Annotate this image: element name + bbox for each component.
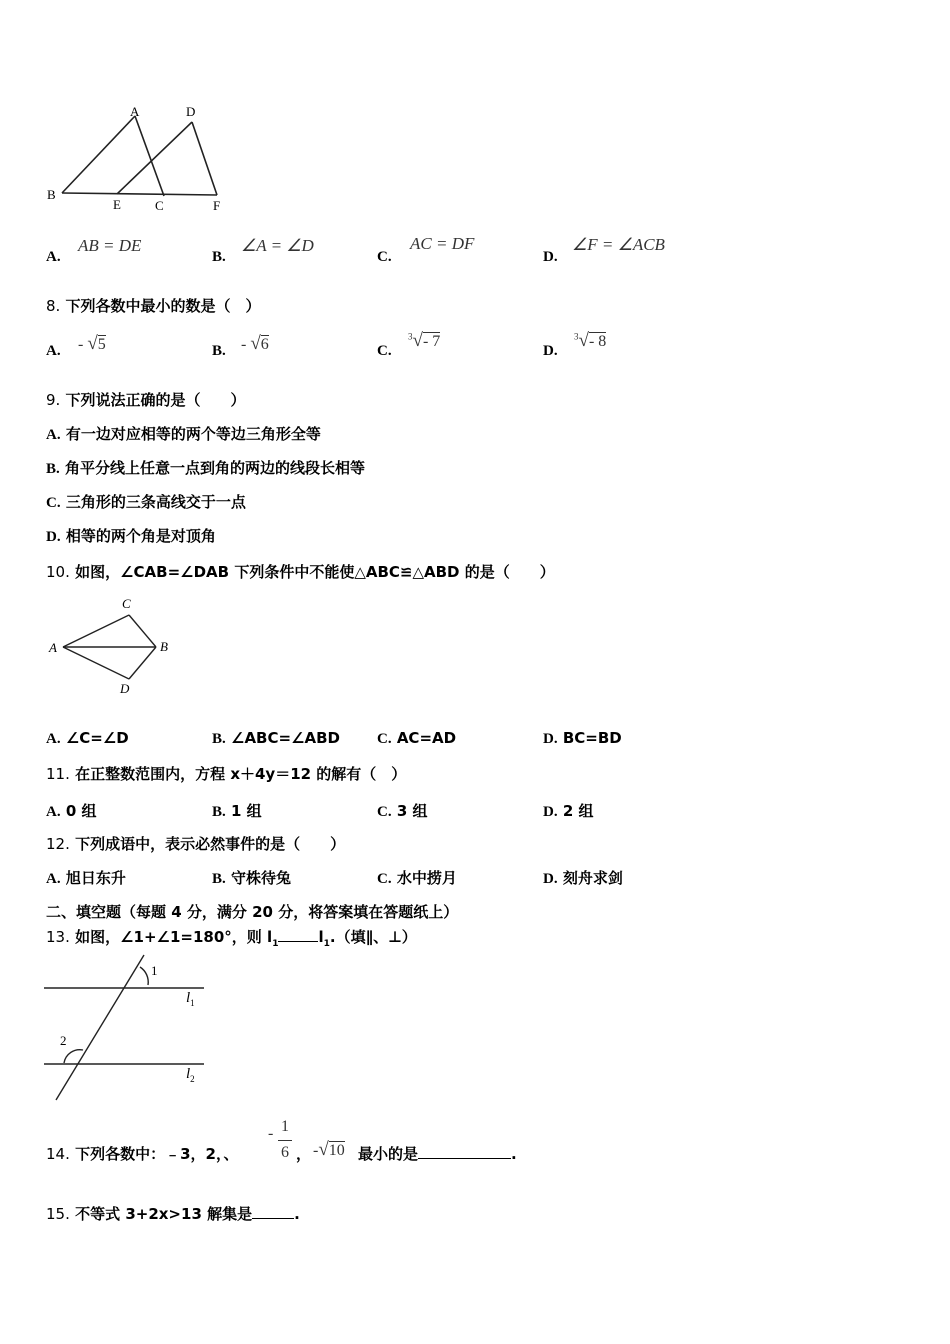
radicand: 6 (260, 336, 269, 353)
neg-sign: - (241, 336, 247, 353)
question-number: 14. (46, 1145, 70, 1163)
section-heading: 二、填空题（每题 4 分，满分 20 分，将答案填在答题纸上） (46, 903, 459, 921)
option-text: 守株待兔 (231, 869, 292, 887)
question-number: 12. (46, 835, 70, 853)
point-label-b: B (160, 639, 168, 654)
option-label: D. (543, 249, 558, 265)
question-text: 下列成语中，表示必然事件的是（ ） (75, 835, 346, 853)
option-text: ∠C=∠D (65, 729, 129, 747)
option-label: C. (377, 343, 392, 359)
q12-option-d (543, 867, 623, 888)
subscript: 1 (323, 939, 330, 949)
option-text: AC=AD (396, 729, 457, 747)
q12-option-b (212, 867, 291, 888)
option-label: C. (46, 495, 61, 511)
point-label-c: C (155, 198, 164, 213)
question-11-stem (46, 763, 406, 784)
q11-option-c (377, 800, 428, 821)
option-label: D. (543, 343, 558, 359)
line-label-l1: $l_1$ (186, 990, 195, 1008)
question-number: 10. (46, 563, 70, 581)
q11-option-a (46, 800, 97, 821)
question-number: 8. (46, 297, 61, 315)
q9-option-c (46, 491, 246, 512)
fraction-numerator: 1 (281, 1118, 289, 1135)
question-number: 9. (46, 391, 61, 409)
option-label: B. (212, 804, 226, 820)
q10-option-c (377, 729, 456, 748)
question-text: 下列说法正确的是（ ） (65, 391, 246, 409)
cbrt-icon: √ (412, 330, 423, 351)
option-text: 三角形的三条高线交于一点 (65, 493, 246, 511)
question-15-stem (46, 1203, 300, 1224)
option-expr: ∠F = ∠ACB (572, 235, 665, 254)
option-text: 3 组 (396, 802, 428, 820)
q12-option-a (46, 867, 126, 888)
question-text-part1: 如图，∠1+∠1=180°，则 l (75, 928, 273, 946)
option-label: C. (377, 804, 392, 820)
radicand: - 8 (588, 333, 607, 350)
q10-option-a (46, 729, 129, 748)
option-expr (408, 330, 440, 352)
answer-blank[interactable] (418, 1158, 511, 1159)
option-label: C. (377, 731, 392, 747)
option-label: C. (377, 249, 392, 265)
option-label: D. (543, 804, 558, 820)
option-text: ∠ABC=∠ABD (231, 729, 341, 747)
q7-triangles-diagram (40, 100, 240, 220)
question-text-part2: 最小的是 (358, 1145, 419, 1163)
radicand: - 7 (422, 333, 441, 350)
option-label: A. (46, 427, 61, 443)
option-text: 1 组 (231, 802, 262, 820)
point-label-d: D (120, 681, 130, 696)
option-label: B. (46, 461, 60, 477)
point-label-f: F (213, 198, 221, 213)
q9-option-b (46, 457, 365, 478)
neg-sign: - (268, 1125, 274, 1142)
point-label-a: A (130, 104, 140, 119)
question-end: . (511, 1145, 517, 1163)
point-label-b: B (47, 187, 56, 202)
option-label: A. (46, 731, 61, 747)
question-number: 15. (46, 1205, 70, 1223)
question-text: 不等式 3+2x>13 解集是 (75, 1205, 253, 1223)
q10-option-b (212, 729, 340, 748)
root-index: 3 (408, 331, 413, 342)
point-label-d: D (186, 104, 196, 119)
question-text-part1: 下列各数中：﹣3，2，、 (75, 1145, 239, 1163)
option-expr: ∠A = ∠D (241, 236, 314, 255)
option-label: B. (212, 871, 226, 887)
line-label-l2: $l_2$ (186, 1066, 195, 1084)
radicand: 5 (97, 336, 106, 353)
option-label: A. (46, 343, 61, 359)
option-text: 旭日东升 (65, 869, 126, 887)
point-label-c: C (122, 596, 131, 611)
question-text: 如图，∠CAB=∠DAB 下列条件中不能使△ABC≌△ABD 的是（ ） (75, 563, 555, 581)
option-label: B. (212, 343, 226, 359)
option-expr: AB = DE (78, 236, 142, 255)
question-8-stem (46, 295, 261, 316)
q9-option-d (46, 525, 216, 546)
question-end: . (294, 1205, 300, 1223)
question-text-part3: .（填∥、⊥） (329, 928, 417, 946)
question-number: 13. (46, 928, 70, 946)
option-text: 相等的两个角是对顶角 (65, 527, 216, 545)
sqrt-icon: √ (318, 1139, 329, 1160)
option-label: D. (543, 731, 558, 747)
option-expr (78, 333, 106, 355)
q10-kite-diagram (60, 610, 190, 690)
q11-option-d (543, 800, 594, 821)
option-expr: AC = DF (410, 234, 475, 253)
subscript: 1 (272, 939, 279, 949)
option-label: B. (212, 731, 226, 747)
q9-option-a (46, 423, 321, 444)
option-label: B. (212, 249, 226, 265)
root-index: 3 (574, 331, 579, 342)
option-expr (241, 333, 269, 355)
question-9-stem (46, 389, 246, 410)
q11-option-b (212, 800, 262, 821)
answer-blank[interactable] (278, 941, 318, 942)
question-14-stem (46, 1143, 238, 1164)
point-label-a: A (49, 640, 57, 655)
point-label-e: E (113, 197, 121, 212)
option-text: BC=BD (562, 729, 622, 747)
question-10-stem (46, 561, 555, 582)
question-number: 11. (46, 765, 70, 783)
root-expr (313, 1139, 345, 1161)
option-text: 水中捞月 (396, 869, 457, 887)
angle-label-2: 2 (60, 1033, 67, 1048)
q10-option-d (543, 729, 622, 748)
option-label: D. (543, 871, 558, 887)
option-text: 刻舟求剑 (562, 869, 623, 887)
option-label: A. (46, 804, 61, 820)
option-label: A. (46, 871, 61, 887)
answer-blank[interactable] (252, 1218, 294, 1219)
separator: ， (296, 1145, 312, 1163)
angle-label-1: 1 (151, 963, 158, 978)
fraction-bar (278, 1140, 292, 1141)
question-text: 在正整数范围内，方程 x＋4y＝12 的解有（ ） (75, 765, 407, 783)
question-14-tail (358, 1143, 517, 1164)
option-text: 0 组 (65, 802, 97, 820)
question-text-part2: l (318, 928, 324, 946)
question-text: 下列各数中最小的数是（ ） (65, 297, 261, 315)
option-text: 角平分线上任意一点到角的两边的线段长相等 (65, 459, 366, 477)
option-label: D. (46, 529, 61, 545)
option-label: A. (46, 249, 61, 265)
sqrt-icon: √ (87, 333, 98, 354)
sqrt-icon: √ (250, 333, 261, 354)
neg-sign: - (78, 336, 84, 353)
radicand: 10 (328, 1142, 345, 1159)
neg-sign: - (313, 1142, 319, 1159)
question-12-stem (46, 833, 345, 854)
option-text: 有一边对应相等的两个等边三角形全等 (65, 425, 321, 443)
q12-option-c (377, 867, 457, 888)
cbrt-icon: √ (578, 330, 589, 351)
option-label: C. (377, 871, 392, 887)
option-text: 2 组 (562, 802, 594, 820)
fraction-denominator: 6 (281, 1144, 289, 1161)
option-expr (574, 330, 606, 352)
question-13-stem (46, 926, 417, 949)
